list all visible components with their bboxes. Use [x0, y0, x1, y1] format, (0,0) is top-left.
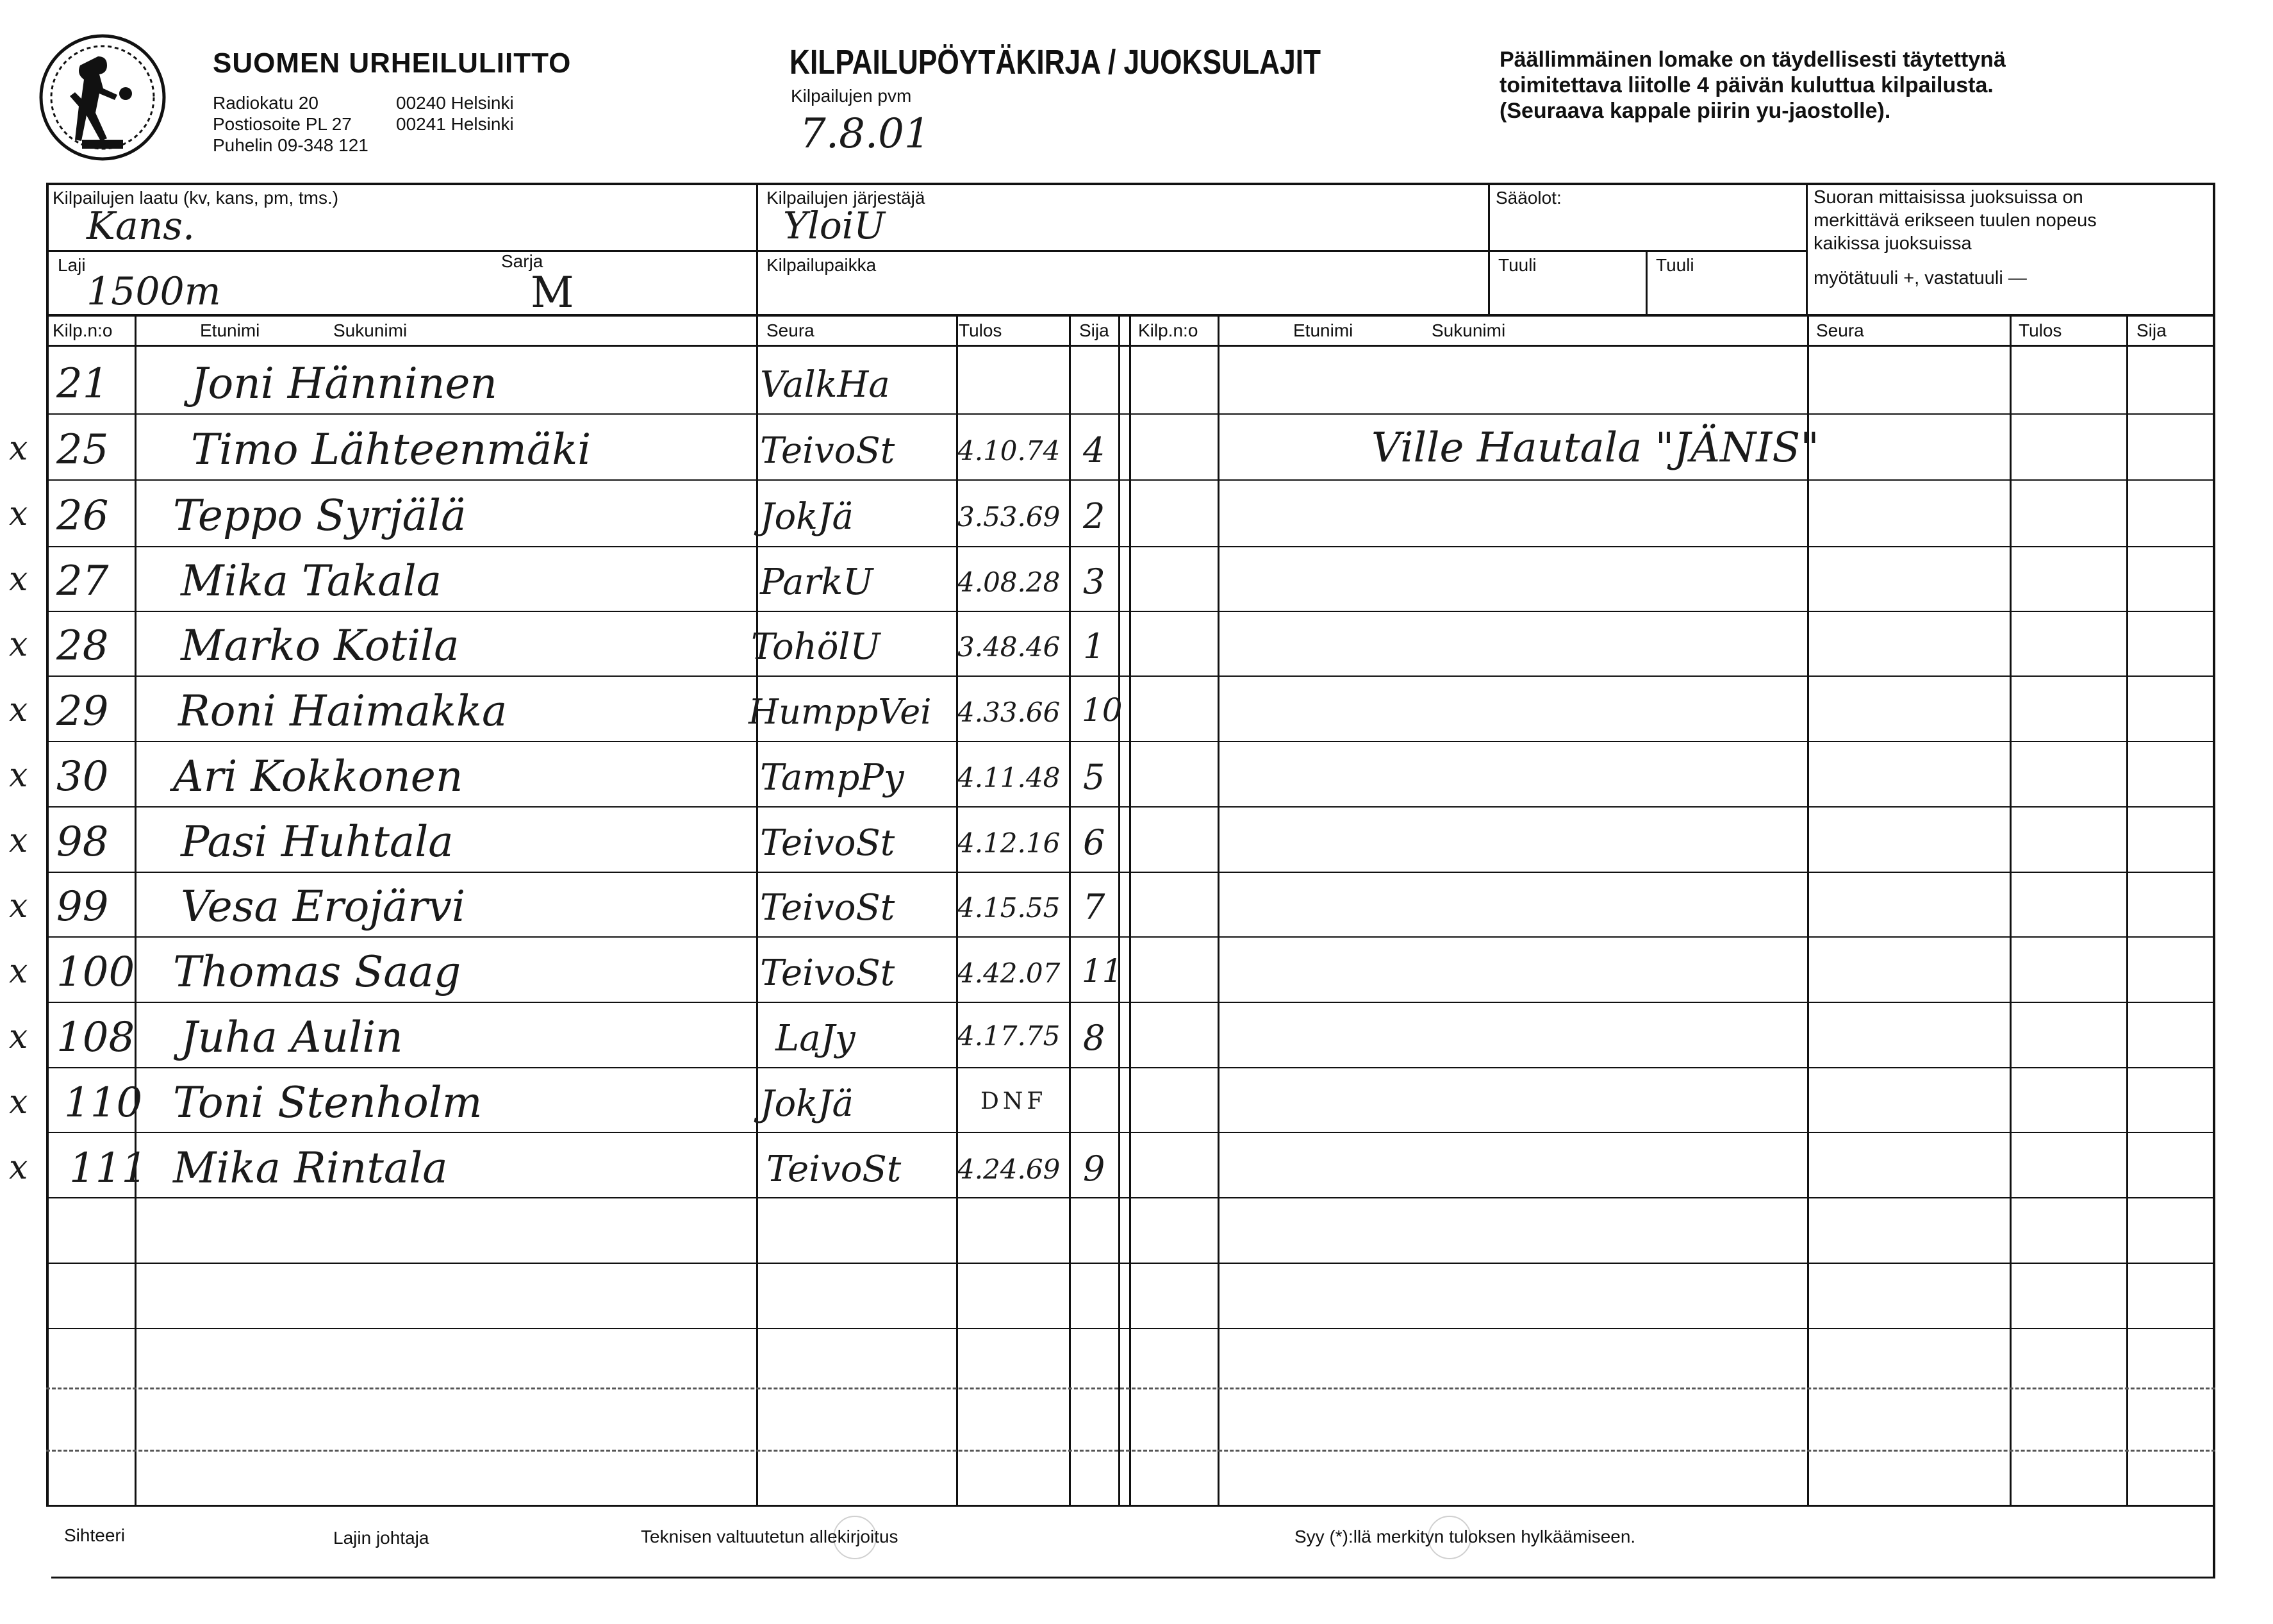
row-bib: 100 [56, 949, 135, 996]
row-club: ValkHa [760, 364, 890, 406]
row-bib: 25 [56, 426, 109, 474]
row-place: 4 [1083, 430, 1105, 470]
row-name: Toni Stenholm [173, 1078, 483, 1127]
pacer-note: Ville Hautala "JÄNIS" [1371, 424, 1819, 472]
weather-label: Sääolot: [1496, 188, 1562, 208]
row-name: Ari Kokkonen [173, 752, 463, 801]
footer-event-leader: Lajin johtaja [333, 1528, 429, 1548]
row-place: 6 [1083, 822, 1105, 863]
row-place: 1 [1083, 626, 1105, 667]
header-first-name-right: Etunimi [1293, 320, 1353, 340]
header-place-right: Sija [2137, 320, 2167, 340]
header-result: Tulos [959, 320, 1002, 340]
header-club: Seura [766, 320, 814, 340]
row-club: ParkU [760, 561, 873, 603]
row-name: Mika Takala [181, 556, 442, 606]
wind-note-line-2: merkittävä erikseen tuulen nopeus [1814, 210, 2097, 231]
wind-label-2: Tuuli [1656, 255, 1694, 275]
org-name: SUOMEN URHEILULIITTO [213, 47, 572, 79]
row-club: TampPy [760, 757, 904, 799]
row-club: TeivoSt [766, 1148, 902, 1190]
row-result: 4.24.69 [957, 1154, 1061, 1185]
row-bib: 21 [56, 360, 109, 408]
row-name: Roni Haimakka [178, 686, 508, 736]
header-result-right: Tulos [2019, 320, 2062, 340]
competition-type-label: Kilpailujen laatu (kv, kans, pm, tms.) [53, 188, 339, 208]
row-club: TohölU [751, 626, 880, 668]
row-place: 2 [1083, 496, 1105, 536]
date-value: 7.8.01 [800, 110, 930, 158]
row-bib: 30 [56, 753, 109, 800]
row-mark: x [9, 887, 28, 925]
header-last-name-right: Sukunimi [1432, 320, 1506, 340]
row-bib: 27 [56, 558, 109, 605]
address-line-3-label: Puhelin 09-348 121 [213, 135, 368, 155]
wind-note-line-1: Suoran mittaisissa juoksuissa on [1814, 187, 2083, 208]
row-result: 4.10.74 [957, 435, 1061, 467]
row-result: 4.12.16 [957, 827, 1061, 859]
row-name: Teppo Syrjälä [173, 491, 467, 540]
form-title: KILPAILUPÖYTÄKIRJA / JUOKSULAJIT [789, 43, 1321, 81]
row-mark: x [9, 1018, 28, 1056]
header-first-name: Etunimi [200, 320, 260, 340]
wind-note-line-4: myötätuuli +, vastatuuli — [1814, 268, 2027, 288]
row-mark: x [9, 822, 28, 860]
competition-type-value: Kans. [87, 204, 195, 249]
address-line-1-value: 00240 Helsinki [396, 93, 514, 113]
row-result: 4.11.48 [957, 762, 1061, 793]
row-bib: 98 [56, 818, 109, 866]
event-value: 1500m [87, 269, 221, 314]
row-result: 4.15.55 [957, 892, 1061, 924]
footer-disqualification-reason: Syy (*):llä merkityn tuloksen hylkäämiseen. [1294, 1527, 1636, 1546]
header-club-right: Seura [1816, 320, 1864, 340]
row-name: Vesa Erojärvi [181, 882, 466, 931]
row-bib: 111 [69, 1145, 148, 1192]
row-name: Thomas Saag [173, 947, 461, 997]
series-label: Sarja [501, 251, 543, 271]
row-club: TeivoSt [760, 430, 895, 472]
row-mark: x [9, 756, 28, 795]
row-result: DNF [980, 1088, 1047, 1114]
header-last-name: Sukunimi [333, 320, 408, 340]
header-bib: Kilp.n:o [53, 320, 113, 340]
row-bib: 29 [56, 688, 109, 735]
row-bib: 99 [56, 883, 109, 931]
row-bib: 108 [56, 1014, 135, 1061]
organizer-value: YloiU [783, 204, 886, 247]
row-mark: x [9, 626, 28, 664]
row-place: 10 [1082, 692, 1123, 729]
row-club: LaJy [775, 1018, 855, 1059]
row-name: Marko Kotila [181, 621, 459, 670]
row-place: 9 [1083, 1148, 1105, 1189]
row-mark: x [9, 691, 28, 729]
row-mark: x [9, 560, 28, 599]
notice-line-1: Päällimmäinen lomake on täydellisesti täytettynä [1500, 47, 2006, 72]
row-result: 4.17.75 [957, 1020, 1061, 1052]
row-mark: x [9, 1083, 28, 1122]
row-name: Pasi Huhtala [181, 817, 454, 866]
row-result: 4.42.07 [957, 957, 1061, 989]
organizer-label: Kilpailujen järjestäjä [766, 188, 925, 208]
address-line-2-label: Postiosoite PL 27 [213, 114, 352, 134]
row-bib: 26 [56, 492, 109, 540]
event-label: Laji [58, 255, 86, 275]
row-mark: x [9, 495, 28, 533]
row-place: 11 [1082, 952, 1123, 990]
row-bib: 28 [56, 622, 109, 670]
row-club: HumppVei [748, 692, 932, 732]
notice-line-3: (Seuraava kappale piirin yu-jaostolle). [1500, 99, 1891, 123]
header-bib-right: Kilp.n:o [1138, 320, 1198, 340]
row-result: 4.08.28 [957, 567, 1061, 598]
header-place: Sija [1079, 320, 1109, 340]
row-name: Mika Rintala [173, 1143, 448, 1193]
row-place: 8 [1083, 1018, 1105, 1058]
row-club: JokJä [760, 1083, 854, 1125]
row-place: 3 [1083, 561, 1105, 602]
row-mark: x [9, 952, 28, 991]
notice-line-2: toimitettava liitolle 4 päivän kuluttua kilpailusta. [1500, 73, 1994, 97]
address-line-2-value: 00241 Helsinki [396, 114, 514, 134]
row-club: TeivoSt [760, 952, 895, 994]
wind-label-1: Tuuli [1498, 255, 1537, 275]
row-result: 3.53.69 [957, 501, 1061, 533]
row-mark: x [9, 429, 28, 468]
row-mark: x [9, 1148, 28, 1187]
row-place: 7 [1083, 887, 1105, 927]
row-result: 4.33.66 [957, 697, 1061, 728]
row-club: JokJä [760, 496, 854, 538]
address-line-1-label: Radiokatu 20 [213, 93, 319, 113]
footer-technical-delegate: Teknisen valtuutetun allekirjoitus [641, 1527, 898, 1546]
row-result: 3.48.46 [957, 631, 1061, 663]
date-label: Kilpailujen pvm [791, 86, 912, 106]
row-name: Timo Lähteenmäki [191, 425, 591, 474]
row-place: 5 [1083, 757, 1105, 797]
row-bib: 110 [64, 1079, 143, 1127]
venue-label: Kilpailupaikka [766, 255, 877, 275]
series-value: M [531, 268, 574, 317]
row-name: Juha Aulin [181, 1013, 403, 1062]
athletics-federation-logo [37, 32, 169, 163]
row-club: TeivoSt [760, 887, 895, 929]
wind-note-line-3: kaikissa juoksuissa [1814, 233, 1972, 254]
row-club: TeivoSt [760, 822, 895, 864]
row-name: Joni Hänninen [191, 359, 497, 408]
footer-secretary: Sihteeri [64, 1525, 125, 1545]
